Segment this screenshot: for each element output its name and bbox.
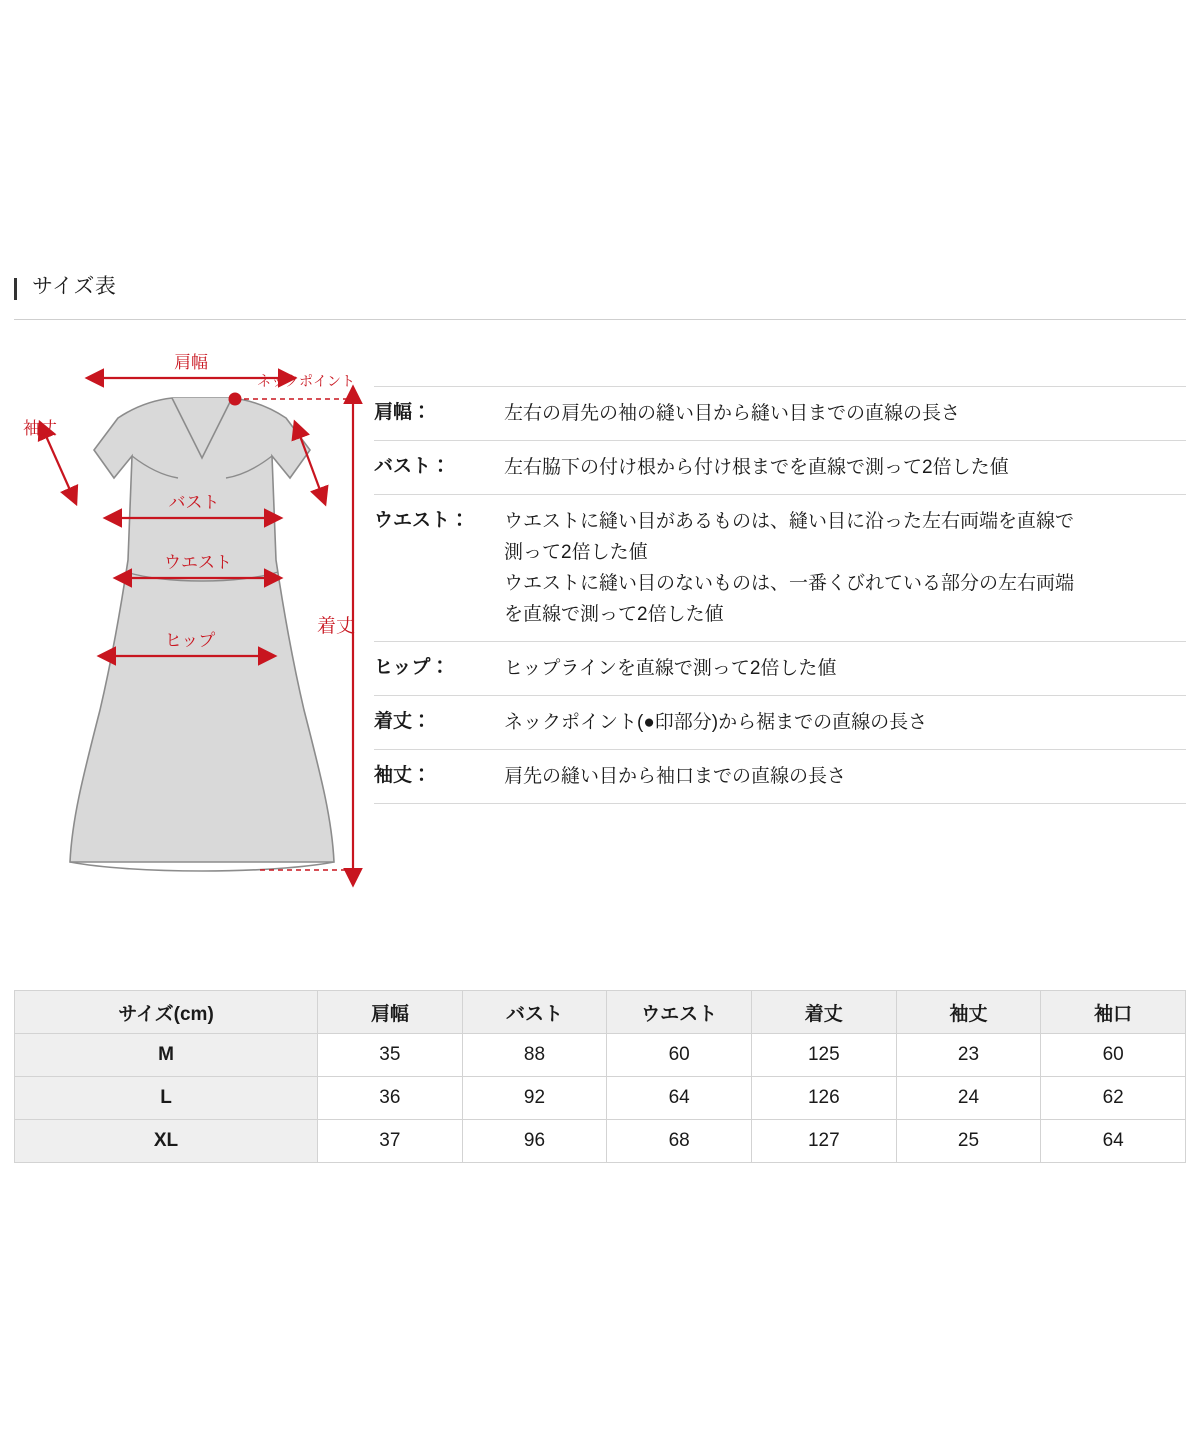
column-header-size: サイズ(cm) xyxy=(15,991,318,1034)
page-title: サイズ表 xyxy=(32,275,117,298)
cell-dress-length: 127 xyxy=(751,1120,896,1163)
definition-description: ヒップラインを直線で測って2倍した値 xyxy=(504,658,837,679)
table-row xyxy=(15,1034,1186,1077)
definition-description: ウエストに縫い目があるものは、縫い目に沿った左右両端を直線で 測って2倍した値 ウエストに縫い目のないものは、一番くびれている部分の左右両端 を直線で測って2倍した値 xyxy=(504,511,1075,625)
cell-sleeve-length: 23 xyxy=(896,1034,1041,1077)
cell-cuff: 62 xyxy=(1041,1077,1186,1120)
definition-term: バスト： xyxy=(374,456,451,477)
size-table xyxy=(14,990,1186,1163)
cell-cuff: 64 xyxy=(1041,1120,1186,1163)
column-header-cuff: 袖口 xyxy=(1041,991,1186,1034)
cell-shoulder: 35 xyxy=(318,1034,463,1077)
label-sleeve-length: 袖丈 xyxy=(23,419,57,438)
cell-shoulder: 37 xyxy=(318,1120,463,1163)
cell-sleeve-length: 24 xyxy=(896,1077,1041,1120)
row-header-size: M xyxy=(15,1034,318,1077)
column-header-shoulder: 肩幅 xyxy=(318,991,463,1034)
cell-waist: 64 xyxy=(607,1077,752,1120)
sleeve-length-measure-line-right xyxy=(300,436,320,490)
label-shoulder: 肩幅 xyxy=(174,353,208,372)
size-table-header xyxy=(15,991,1186,1034)
label-bust: バスト xyxy=(168,493,220,512)
dress-shape xyxy=(70,398,334,862)
label-dress-length: 着丈 xyxy=(316,616,356,637)
cell-waist: 60 xyxy=(607,1034,752,1077)
definition-description: ネックポイント(●印部分)から裾までの直線の長さ xyxy=(504,712,928,733)
column-header-sleeve-length: 袖丈 xyxy=(896,991,1041,1034)
definition-row-hip xyxy=(374,642,1186,696)
label-hip: ヒップ xyxy=(164,631,216,650)
garment-measurement-diagram xyxy=(14,350,374,930)
cell-waist: 68 xyxy=(607,1120,752,1163)
label-neck-point: ネックポイント xyxy=(257,373,355,389)
table-header-row xyxy=(15,991,1186,1034)
cell-bust: 88 xyxy=(462,1034,607,1077)
cell-bust: 96 xyxy=(462,1120,607,1163)
definition-term: ヒップ： xyxy=(374,657,450,678)
row-header-size: L xyxy=(15,1077,318,1120)
definition-description: 肩先の縫い目から袖口までの直線の長さ xyxy=(504,766,847,787)
definition-row-dress-length xyxy=(374,696,1186,750)
size-table-body xyxy=(15,1034,1186,1163)
cell-shoulder: 36 xyxy=(318,1077,463,1120)
sleeve-length-measure-line-left xyxy=(46,436,70,490)
label-waist: ウエスト xyxy=(164,553,232,572)
cell-cuff: 60 xyxy=(1041,1034,1186,1077)
cell-bust: 92 xyxy=(462,1077,607,1120)
table-row xyxy=(15,1120,1186,1163)
table-row xyxy=(15,1077,1186,1120)
definition-term: 袖丈： xyxy=(374,765,432,786)
definition-term: 着丈： xyxy=(374,711,432,732)
heading-accent-bar xyxy=(14,278,17,300)
definition-row-shoulder xyxy=(374,386,1186,441)
definition-term: ウエスト： xyxy=(374,510,470,531)
measurement-definitions xyxy=(374,386,1186,804)
definition-term: 肩幅： xyxy=(374,402,432,423)
cell-sleeve-length: 25 xyxy=(896,1120,1041,1163)
column-header-waist: ウエスト xyxy=(607,991,752,1034)
definition-row-waist xyxy=(374,495,1186,642)
definition-description: 左右脇下の付け根から付け根までを直線で測って2倍した値 xyxy=(504,457,1009,478)
definition-description: 左右の肩先の袖の縫い目から縫い目までの直線の長さ xyxy=(504,403,961,424)
cell-dress-length: 126 xyxy=(751,1077,896,1120)
column-header-dress-length: 着丈 xyxy=(751,991,896,1034)
column-header-bust: バスト xyxy=(462,991,607,1034)
row-header-size: XL xyxy=(15,1120,318,1163)
size-chart-section-header xyxy=(14,272,1186,320)
definition-row-bust xyxy=(374,441,1186,495)
cell-dress-length: 125 xyxy=(751,1034,896,1077)
definition-row-sleeve-length xyxy=(374,750,1186,804)
